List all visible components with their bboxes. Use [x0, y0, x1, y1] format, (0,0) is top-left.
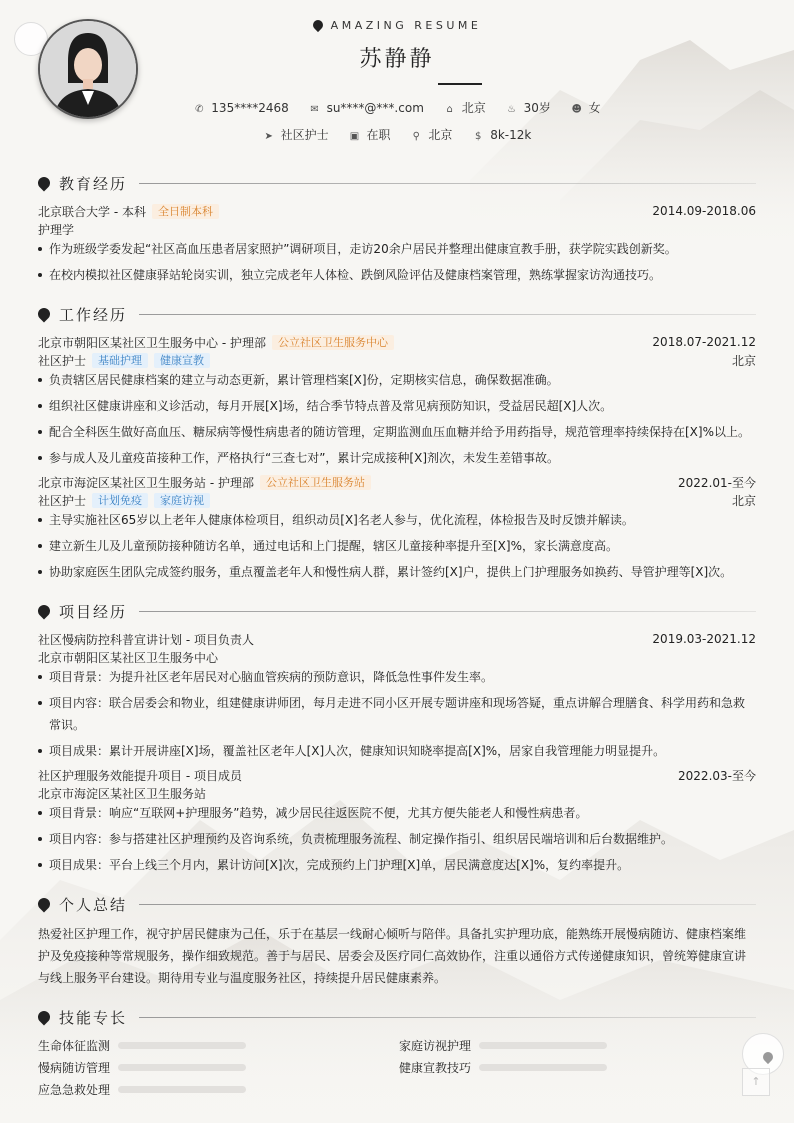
school-name: 北京联合大学 - 本科	[38, 204, 146, 219]
email-text: su****@***.com	[326, 101, 424, 115]
section-rule	[139, 611, 756, 612]
work-date: 2018.07-2021.12	[652, 335, 756, 349]
phone-text: 135****2468	[211, 101, 289, 115]
ink-drop-icon	[36, 896, 53, 913]
list-item: 项目背景：为提升社区老年居民对心脑血管疾病的预防意识，降低急性事件发生率。	[38, 666, 756, 688]
work-header	[38, 474, 756, 490]
mail-icon: ✉	[310, 104, 319, 115]
contact-gender	[571, 99, 601, 116]
project-date: 2019.03-2021.12	[652, 632, 756, 646]
section-rule	[139, 1017, 756, 1018]
skill-bar	[479, 1042, 607, 1049]
list-item: 项目成果：累计开展讲座[X]场，覆盖社区老年人[X]人次，健康知识知晓率提高[X]%，居家自我管理能力明显提升。	[38, 740, 756, 762]
work-city: 北京	[731, 493, 756, 508]
location-icon: ⚲	[412, 131, 420, 142]
gender-icon: ☻	[571, 104, 582, 115]
skill-tag: 基础护理	[92, 353, 148, 368]
list-item: 建立新生儿及儿童预防接种随访名单，通过电话和上门提醒，辖区儿童接种率提升至[X]%，家长满意度高。	[38, 535, 756, 557]
project-header	[38, 767, 756, 783]
project-title: 社区慢病防控科普宣讲计划 - 项目负责人	[38, 632, 254, 647]
section-rule	[139, 183, 756, 184]
summary-text: 热爱社区护理工作，视守护居民健康为己任，乐于在基层一线耐心倾听与陪伴。具备扎实护理功底，能熟练开展慢病随访、健康档案维护及免疫接种等常规服务，操作细致规范。善于与居民、居委会及医疗同仁高效协作，注重以通俗方式传递健康知识，曾统筹健康宣讲与线上服务平台建设。期待用专业与温度服务社区，持续提升居民健康素养。	[38, 927, 747, 985]
section-skills	[38, 1007, 756, 1027]
list-item: 配合全科医生做好高血压、糖尿病等慢性病患者的随访管理，定期监测血压血糖并给予用药指导，规范管理率持续保持在[X]%以上。	[38, 421, 756, 443]
ink-drop-icon	[36, 1009, 53, 1026]
ink-drop-icon	[36, 175, 53, 192]
list-item: 项目内容：参与搭建社区护理预约及咨询系统，负责梳理服务流程、制定操作指引、组织居民端培训和后台数据维护。	[38, 828, 756, 850]
section-title-text: 项目经历	[59, 602, 128, 621]
org-tag: 公立社区卫生服务站	[260, 475, 371, 490]
intent-city-text: 北京	[428, 128, 453, 142]
contact-row	[0, 99, 794, 116]
section-title-text: 个人总结	[59, 895, 128, 914]
cake-icon: ♨	[507, 104, 517, 115]
work-city: 北京	[731, 353, 756, 368]
skill-name: 应急急救处理	[38, 1082, 111, 1097]
skill-name: 健康宣教技巧	[399, 1060, 472, 1075]
education-tag: 全日制本科	[152, 204, 219, 219]
skill-bar	[118, 1086, 246, 1093]
salary-text: 8k-12k	[490, 128, 532, 142]
intent-city	[410, 126, 452, 143]
project-header	[38, 631, 756, 647]
education-major	[38, 221, 756, 237]
contact-phone	[193, 101, 288, 115]
city-text: 北京	[461, 101, 486, 115]
skill-name: 生命体征监测	[38, 1038, 111, 1053]
skill-bar	[479, 1064, 607, 1071]
skill-tag: 健康宣教	[154, 353, 210, 368]
project-date: 2022.03-至今	[678, 768, 756, 783]
section-title-text: 工作经历	[59, 305, 128, 324]
list-item: 协助家庭医生团队完成签约服务，重点覆盖老年人和慢性病人群，累计签约[X]户，提供上门护理服务如换药、导管护理等[X]次。	[38, 561, 756, 583]
work-role-row	[38, 352, 756, 368]
list-item: 参与成人及儿童疫苗接种工作，严格执行“三查七对”，累计完成接种[X]剂次，未发生差错事故。	[38, 447, 756, 469]
work-org: 北京市海淀区某社区卫生服务站 - 护理部	[38, 475, 254, 490]
home-icon: ⌂	[446, 104, 453, 115]
intent-status	[349, 126, 391, 143]
section-education	[38, 173, 756, 193]
project-org-row	[38, 785, 756, 801]
contact-email	[309, 101, 424, 115]
send-icon: ➤	[264, 131, 273, 142]
section-title-text: 教育经历	[59, 174, 128, 193]
phone-icon: ✆	[195, 104, 204, 115]
work-role-row	[38, 492, 756, 508]
list-item: 作为班级学委发起“社区高血压患者居家照护”调研项目，走访20余户居民并整理出健康宣教手册，获学院实践创新奖。	[38, 238, 756, 260]
section-work	[38, 304, 756, 324]
skill-item	[399, 1059, 607, 1075]
intent-row	[0, 126, 794, 143]
list-item: 组织社区健康讲座和义诊活动，每月开展[X]场，结合季节特点普及常见病预防知识，受益居民超[X]人次。	[38, 395, 756, 417]
gender-text: 女	[588, 101, 601, 115]
skill-bar	[118, 1064, 246, 1071]
ink-drop-icon	[311, 18, 325, 32]
status-text: 在职	[366, 128, 391, 142]
brand-title	[0, 19, 794, 32]
money-icon: $	[475, 131, 482, 142]
project-org-row	[38, 649, 756, 665]
skill-name: 慢病随访管理	[38, 1060, 111, 1075]
name-divider	[438, 83, 482, 85]
skill-tag: 计划免疫	[92, 493, 148, 508]
section-title-text: 技能专长	[59, 1008, 128, 1027]
skill-bar	[118, 1042, 246, 1049]
major-text: 护理学	[38, 222, 75, 237]
skill-item	[38, 1037, 246, 1053]
work-header	[38, 334, 756, 350]
skill-item	[399, 1037, 607, 1053]
work-date: 2022.01-至今	[678, 475, 756, 490]
candidate-name: 苏静静	[359, 47, 435, 72]
education-header	[38, 203, 756, 219]
work-role: 社区护士	[38, 353, 87, 368]
list-item: 项目背景：响应“互联网+护理服务”趋势，减少居民往返医院不便，尤其方便失能老人和慢性病患者。	[38, 802, 756, 824]
list-item: 负责辖区居民健康档案的建立与动态更新，累计管理档案[X]份，定期核实信息，确保数据准确。	[38, 369, 756, 391]
contact-age	[506, 99, 551, 116]
skill-item	[38, 1081, 246, 1097]
intent-position	[263, 126, 329, 143]
org-tag: 公立社区卫生服务中心	[272, 335, 394, 350]
ink-drop-icon	[36, 603, 53, 620]
skill-name: 家庭访视护理	[399, 1038, 472, 1053]
position-text: 社区护士	[280, 128, 329, 142]
skill-tag: 家庭访视	[154, 493, 210, 508]
age-text: 30岁	[523, 101, 551, 115]
work-role: 社区护士	[38, 493, 87, 508]
section-summary	[38, 894, 756, 914]
education-date: 2014.09-2018.06	[652, 204, 756, 218]
arrow-up-icon: ↑	[751, 1075, 761, 1088]
list-item: 项目成果：平台上线三个月内，累计访问[X]次，完成预约上门护理[X]单，居民满意度达[X]%，复约率提升。	[38, 854, 756, 876]
section-projects	[38, 601, 756, 621]
contact-city	[444, 99, 486, 116]
project-org: 北京市海淀区某社区卫生服务站	[38, 786, 207, 801]
intent-salary	[472, 128, 531, 142]
ink-drop-icon	[761, 1050, 775, 1064]
section-rule	[139, 904, 756, 905]
ink-drop-icon	[36, 306, 53, 323]
section-rule	[139, 314, 756, 315]
briefcase-icon: ▣	[349, 131, 360, 142]
list-item: 在校内模拟社区健康驿站轮岗实训，独立完成老年人体检、跌倒风险评估及健康档案管理，熟练掌握家访沟通技巧。	[38, 264, 756, 286]
project-title: 社区护理服务效能提升项目 - 项目成员	[38, 768, 242, 783]
list-item: 项目内容：联合居委会和物业，组建健康讲师团，每月走进不同小区开展专题讲座和现场答疑，重点讲解合理膳食、科学用药和急救常识。	[38, 692, 756, 736]
project-org: 北京市朝阳区某社区卫生服务中心	[38, 650, 219, 665]
scroll-top-button[interactable]	[742, 1068, 770, 1096]
list-item: 主导实施社区65岁以上老年人健康体检项目，组织动员[X]名老人参与，优化流程，体检报告及时反馈并解读。	[38, 509, 756, 531]
brand-text: AMAZING RESUME	[330, 19, 482, 32]
work-org: 北京市朝阳区某社区卫生服务中心 - 护理部	[38, 335, 266, 350]
skill-item	[38, 1059, 246, 1075]
